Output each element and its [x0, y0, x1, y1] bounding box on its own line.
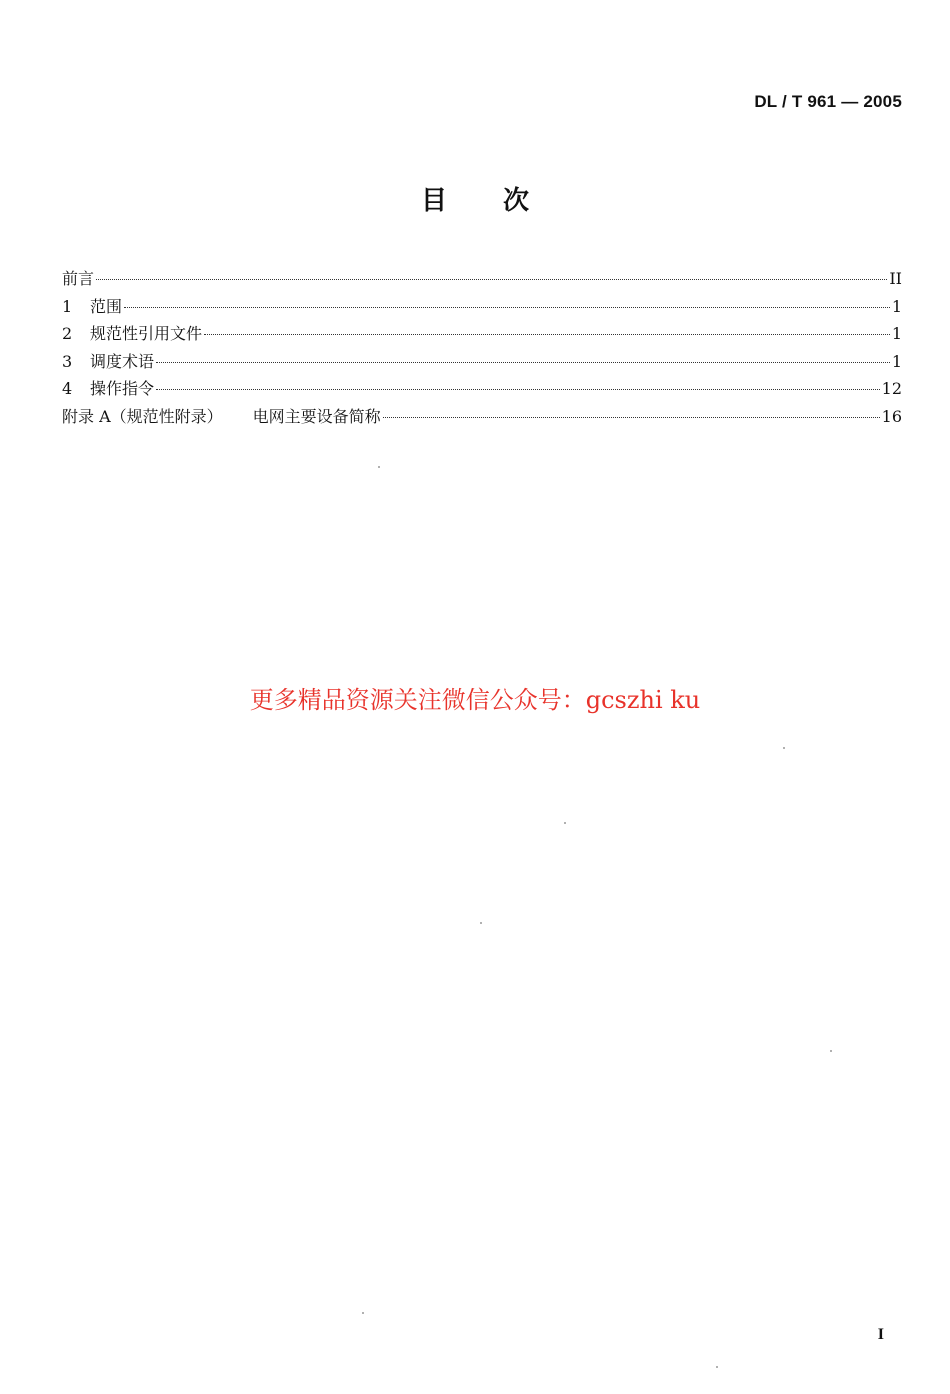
scan-speck [480, 922, 482, 924]
toc-entry-page: II [889, 269, 902, 288]
toc-entry-label: 附录 A（规范性附录） [62, 406, 223, 426]
toc-entry-page: 12 [881, 379, 902, 399]
toc-leader-dots [156, 389, 880, 390]
toc-leader-dots [383, 417, 880, 418]
toc-entry-operation-instructions[interactable] [62, 376, 902, 404]
toc-leader-dots [96, 279, 887, 280]
toc-entry-appendix-a[interactable] [62, 404, 902, 432]
toc-entry-page: 1 [891, 324, 902, 344]
toc-entry-label: 范围 [90, 296, 123, 316]
scan-speck [716, 1366, 718, 1368]
toc-entry-number: 3 [62, 351, 73, 371]
toc-entry-scope[interactable] [62, 294, 902, 322]
toc-leader-dots [156, 362, 890, 363]
toc-entry-page: 16 [881, 406, 902, 426]
scan-speck [783, 747, 785, 749]
toc-entry-number: 1 [62, 296, 73, 316]
standard-code: DL / T 961 — 2005 [754, 92, 902, 111]
toc-entry-page: 1 [891, 296, 902, 316]
scan-speck [378, 466, 380, 468]
toc-entry-number: 2 [62, 324, 73, 344]
table-of-contents [62, 266, 902, 432]
scan-speck [830, 1050, 832, 1052]
toc-entry-page: 1 [891, 351, 902, 371]
toc-entry-normative-references[interactable] [62, 321, 902, 349]
toc-leader-dots [124, 307, 890, 308]
scan-speck [564, 822, 566, 824]
toc-title: 目次 [420, 186, 585, 216]
toc-entry-label: 前言 [62, 269, 95, 288]
scan-speck [362, 1312, 364, 1314]
toc-entry-dispatch-terms[interactable] [62, 349, 902, 377]
toc-entry-number: 4 [62, 379, 73, 399]
toc-entry-label: 规范性引用文件 [90, 324, 203, 344]
toc-leader-dots [204, 334, 890, 335]
page-number: I [877, 1326, 884, 1343]
wechat-promo-text: 更多精品资源关注微信公众号：gcszhi ku [249, 686, 701, 714]
toc-entry-preface[interactable] [62, 266, 902, 294]
toc-entry-label: 操作指令 [90, 379, 155, 399]
toc-entry-sublabel: 电网主要设备简称 [252, 406, 381, 426]
toc-entry-label: 调度术语 [90, 351, 155, 371]
